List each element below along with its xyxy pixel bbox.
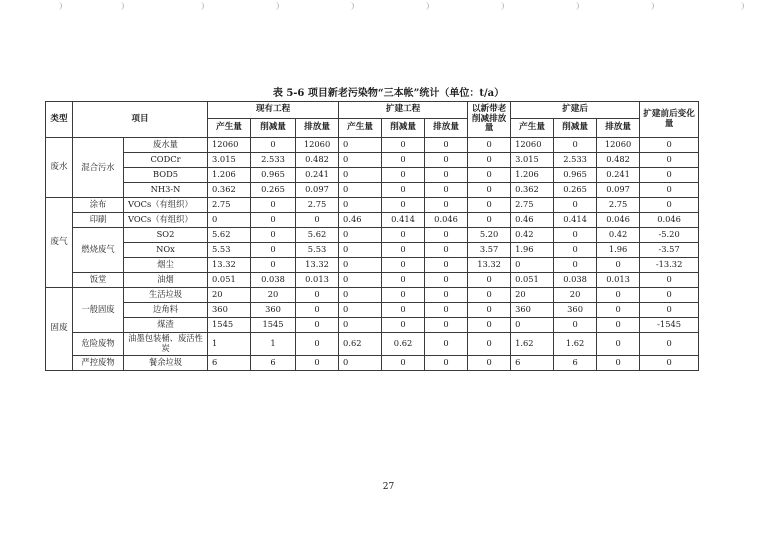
value-cell: 0	[640, 153, 699, 168]
value-cell: 0	[425, 153, 468, 168]
table-caption: 表 5-6 项目新老污染物“三本帐”统计（单位：t/a）	[272, 88, 505, 99]
value-cell: 13.32	[468, 258, 511, 273]
header-produce: 产生量	[208, 119, 251, 138]
header-expansion: 扩建工程	[339, 102, 468, 119]
value-cell: 0	[597, 356, 640, 371]
value-cell: 1.96	[597, 243, 640, 258]
value-cell: 0	[640, 303, 699, 318]
value-cell: 0	[251, 228, 296, 243]
table-row	[46, 213, 699, 228]
value-cell: 0	[640, 356, 699, 371]
value-cell: 0	[640, 333, 699, 356]
value-cell: 0.42	[511, 228, 554, 243]
value-cell: 0.241	[597, 168, 640, 183]
value-cell: 13.32	[296, 258, 339, 273]
value-cell: -5.20	[640, 228, 699, 243]
value-cell: 360	[251, 303, 296, 318]
value-cell: 0	[339, 183, 382, 198]
value-cell: 0	[296, 288, 339, 303]
value-cell: 1545	[208, 318, 251, 333]
value-cell: 3.57	[468, 243, 511, 258]
value-cell: 0	[339, 303, 382, 318]
value-cell: 0	[511, 318, 554, 333]
source-cell: 一般固废	[73, 288, 124, 333]
table-row	[46, 153, 699, 168]
value-cell: 0.241	[296, 168, 339, 183]
table-row	[46, 303, 699, 318]
value-cell: 0.482	[597, 153, 640, 168]
value-cell: 1545	[251, 318, 296, 333]
value-cell: 6	[208, 356, 251, 371]
value-cell: 0	[597, 303, 640, 318]
table-row	[46, 333, 699, 356]
value-cell: 1.62	[554, 333, 597, 356]
value-cell: 6	[251, 356, 296, 371]
value-cell: 0.265	[251, 183, 296, 198]
value-cell: 0	[339, 198, 382, 213]
value-cell: 0	[425, 183, 468, 198]
value-cell: 0	[468, 138, 511, 153]
table-row	[46, 138, 699, 153]
value-cell: 0	[425, 258, 468, 273]
value-cell: 2.75	[597, 198, 640, 213]
value-cell: 0	[425, 198, 468, 213]
value-cell: 0	[296, 213, 339, 228]
value-cell: 1.96	[511, 243, 554, 258]
value-cell: 0	[554, 228, 597, 243]
value-cell: 12060	[597, 138, 640, 153]
value-cell: 0.42	[597, 228, 640, 243]
value-cell: 0	[554, 138, 597, 153]
value-cell: 0	[339, 243, 382, 258]
value-cell: 0	[425, 228, 468, 243]
value-cell: 0	[425, 138, 468, 153]
header-emit: 排放量	[597, 119, 640, 138]
value-cell: 0	[554, 318, 597, 333]
header-reduce: 削减量	[382, 119, 425, 138]
value-cell: 360	[208, 303, 251, 318]
value-cell: 0	[468, 356, 511, 371]
value-cell: 0	[597, 288, 640, 303]
value-cell: 0	[382, 153, 425, 168]
value-cell: 5.20	[468, 228, 511, 243]
source-cell: 危险废物	[73, 333, 124, 356]
header-produce: 产生量	[339, 119, 382, 138]
header-item: 项目	[73, 102, 208, 138]
header-emit: 排放量	[296, 119, 339, 138]
value-cell: -13.32	[640, 258, 699, 273]
value-cell: 0	[425, 273, 468, 288]
value-cell: 0	[296, 333, 339, 356]
value-cell: 0	[640, 198, 699, 213]
value-cell: 0	[468, 333, 511, 356]
source-cell: 燃烧废气	[73, 228, 124, 273]
value-cell: 0	[382, 288, 425, 303]
value-cell: 0	[425, 168, 468, 183]
value-cell: 0	[597, 318, 640, 333]
value-cell: 0.097	[296, 183, 339, 198]
value-cell: 0	[251, 243, 296, 258]
value-cell: 0.46	[339, 213, 382, 228]
pollutant-cell: 煤渣	[124, 318, 208, 333]
value-cell: -1545	[640, 318, 699, 333]
header-change: 扩建前后变化量	[640, 102, 699, 138]
value-cell: 0	[296, 356, 339, 371]
value-cell: 0	[640, 138, 699, 153]
binding-hole-marks	[0, 0, 777, 16]
value-cell: 0	[382, 228, 425, 243]
value-cell: 20	[208, 288, 251, 303]
value-cell: 1.62	[511, 333, 554, 356]
value-cell: 0.013	[597, 273, 640, 288]
group-solid: 固废	[46, 288, 73, 371]
table-row	[46, 258, 699, 273]
value-cell: 0	[468, 153, 511, 168]
value-cell: 0	[468, 303, 511, 318]
value-cell: 1	[208, 333, 251, 356]
value-cell: 0	[425, 303, 468, 318]
value-cell: 6	[511, 356, 554, 371]
table-row	[46, 318, 699, 333]
value-cell: 0	[382, 168, 425, 183]
value-cell: 0	[640, 273, 699, 288]
value-cell: 0	[382, 198, 425, 213]
header-reduce: 削减量	[251, 119, 296, 138]
value-cell: 0.362	[511, 183, 554, 198]
value-cell: 12060	[511, 138, 554, 153]
value-cell: 2.75	[208, 198, 251, 213]
value-cell: -3.57	[640, 243, 699, 258]
group-wastegas: 废气	[46, 198, 73, 288]
value-cell: 0	[339, 273, 382, 288]
value-cell: 0	[339, 168, 382, 183]
table-row	[46, 243, 699, 258]
value-cell: 0.965	[554, 168, 597, 183]
value-cell: 0	[339, 153, 382, 168]
value-cell: 3.015	[511, 153, 554, 168]
value-cell: 0.046	[425, 213, 468, 228]
value-cell: 5.62	[296, 228, 339, 243]
value-cell: 0	[468, 318, 511, 333]
value-cell: 360	[554, 303, 597, 318]
value-cell: 0	[208, 213, 251, 228]
pollutant-cell: SO2	[124, 228, 208, 243]
header-row-1	[46, 102, 699, 119]
value-cell: 0	[425, 243, 468, 258]
table-row	[46, 356, 699, 371]
value-cell: 0	[468, 168, 511, 183]
value-cell: 0.362	[208, 183, 251, 198]
header-reduce: 削减量	[554, 119, 597, 138]
value-cell: 1.206	[208, 168, 251, 183]
value-cell: 0	[468, 183, 511, 198]
value-cell: 0.46	[511, 213, 554, 228]
value-cell: 0	[468, 288, 511, 303]
value-cell: 20	[554, 288, 597, 303]
value-cell: 0.482	[296, 153, 339, 168]
pollutant-cell: NOx	[124, 243, 208, 258]
value-cell: 0	[468, 198, 511, 213]
value-cell: 0	[554, 243, 597, 258]
group-wastewater: 废水	[46, 138, 73, 198]
value-cell: 0	[425, 333, 468, 356]
pollutant-cell: 烟尘	[124, 258, 208, 273]
pollutant-cell: VOCs（有组织）	[124, 198, 208, 213]
value-cell: 0.62	[382, 333, 425, 356]
value-cell: 0	[554, 198, 597, 213]
value-cell: 0	[382, 258, 425, 273]
table-row	[46, 198, 699, 213]
value-cell: 0.265	[554, 183, 597, 198]
value-cell: 2.75	[296, 198, 339, 213]
pollutant-cell: BOD5	[124, 168, 208, 183]
value-cell: 0.051	[511, 273, 554, 288]
value-cell: 0	[425, 318, 468, 333]
value-cell: 6	[554, 356, 597, 371]
value-cell: 0	[339, 318, 382, 333]
header-produce: 产生量	[511, 119, 554, 138]
value-cell: 0.414	[382, 213, 425, 228]
value-cell: 0	[339, 258, 382, 273]
value-cell: 2.75	[511, 198, 554, 213]
value-cell: 20	[251, 288, 296, 303]
value-cell: 0	[425, 288, 468, 303]
value-cell: 0	[296, 318, 339, 333]
source-cell: 饭堂	[73, 273, 124, 288]
value-cell: 0	[511, 258, 554, 273]
value-cell: 0.013	[296, 273, 339, 288]
value-cell: 0	[296, 303, 339, 318]
value-cell: 0	[382, 138, 425, 153]
pollutant-cell: 生活垃圾	[124, 288, 208, 303]
value-cell: 360	[511, 303, 554, 318]
value-cell: 0	[597, 333, 640, 356]
page-number: 27	[382, 482, 395, 492]
value-cell: 5.53	[296, 243, 339, 258]
value-cell: 0	[339, 138, 382, 153]
value-cell: 0.046	[597, 213, 640, 228]
value-cell: 0	[339, 228, 382, 243]
source-cell: 涂布	[73, 198, 124, 213]
value-cell: 0	[640, 183, 699, 198]
value-cell: 0.046	[640, 213, 699, 228]
value-cell: 0.62	[339, 333, 382, 356]
value-cell: 0.965	[251, 168, 296, 183]
value-cell: 0	[382, 243, 425, 258]
value-cell: 1.206	[511, 168, 554, 183]
pollutant-cell: 餐余垃圾	[124, 356, 208, 371]
header-old-for-new: 以新带老削减排放量	[468, 102, 511, 138]
source-cell: 印刷	[73, 213, 124, 228]
value-cell: 2.533	[251, 153, 296, 168]
source-cell: 严控废物	[73, 356, 124, 371]
value-cell: 2.533	[554, 153, 597, 168]
pollutant-cell: 油烟	[124, 273, 208, 288]
value-cell: 0	[640, 288, 699, 303]
value-cell: 0.038	[554, 273, 597, 288]
value-cell: 0	[251, 138, 296, 153]
value-cell: 0	[339, 356, 382, 371]
header-emit: 排放量	[425, 119, 468, 138]
pollutant-cell: VOCs（有组织）	[124, 213, 208, 228]
value-cell: 0	[251, 213, 296, 228]
pollutant-cell: 废水量	[124, 138, 208, 153]
value-cell: 0	[339, 288, 382, 303]
value-cell: 0	[597, 258, 640, 273]
value-cell: 0.051	[208, 273, 251, 288]
header-existing: 现有工程	[208, 102, 339, 119]
pollutant-cell: 边角料	[124, 303, 208, 318]
value-cell: 5.62	[208, 228, 251, 243]
value-cell: 3.015	[208, 153, 251, 168]
value-cell: 12060	[208, 138, 251, 153]
pollutant-cell: NH3-N	[124, 183, 208, 198]
value-cell: 0	[382, 183, 425, 198]
value-cell: 0	[251, 258, 296, 273]
header-type: 类型	[46, 102, 73, 138]
value-cell: 0	[382, 318, 425, 333]
value-cell: 0	[468, 213, 511, 228]
value-cell: 0	[382, 273, 425, 288]
table-row	[46, 273, 699, 288]
value-cell: 0.414	[554, 213, 597, 228]
value-cell: 20	[511, 288, 554, 303]
header-after: 扩建后	[511, 102, 640, 119]
value-cell: 0	[382, 303, 425, 318]
value-cell: 0	[640, 168, 699, 183]
table-row	[46, 228, 699, 243]
table-row	[46, 288, 699, 303]
source-cell: 混合污水	[73, 138, 124, 198]
value-cell: 0	[554, 258, 597, 273]
value-cell: 5.53	[208, 243, 251, 258]
pollutant-ledger-table	[45, 101, 699, 371]
value-cell: 12060	[296, 138, 339, 153]
value-cell: 0.038	[251, 273, 296, 288]
pollutant-cell: CODCr	[124, 153, 208, 168]
value-cell: 1	[251, 333, 296, 356]
table-row	[46, 168, 699, 183]
pollutant-cell: 油墨包装桶、废活性炭	[124, 333, 208, 356]
value-cell: 0	[425, 356, 468, 371]
value-cell: 0.097	[597, 183, 640, 198]
value-cell: 13.32	[208, 258, 251, 273]
value-cell: 0	[468, 273, 511, 288]
value-cell: 0	[251, 198, 296, 213]
value-cell: 0	[382, 356, 425, 371]
table-row	[46, 183, 699, 198]
